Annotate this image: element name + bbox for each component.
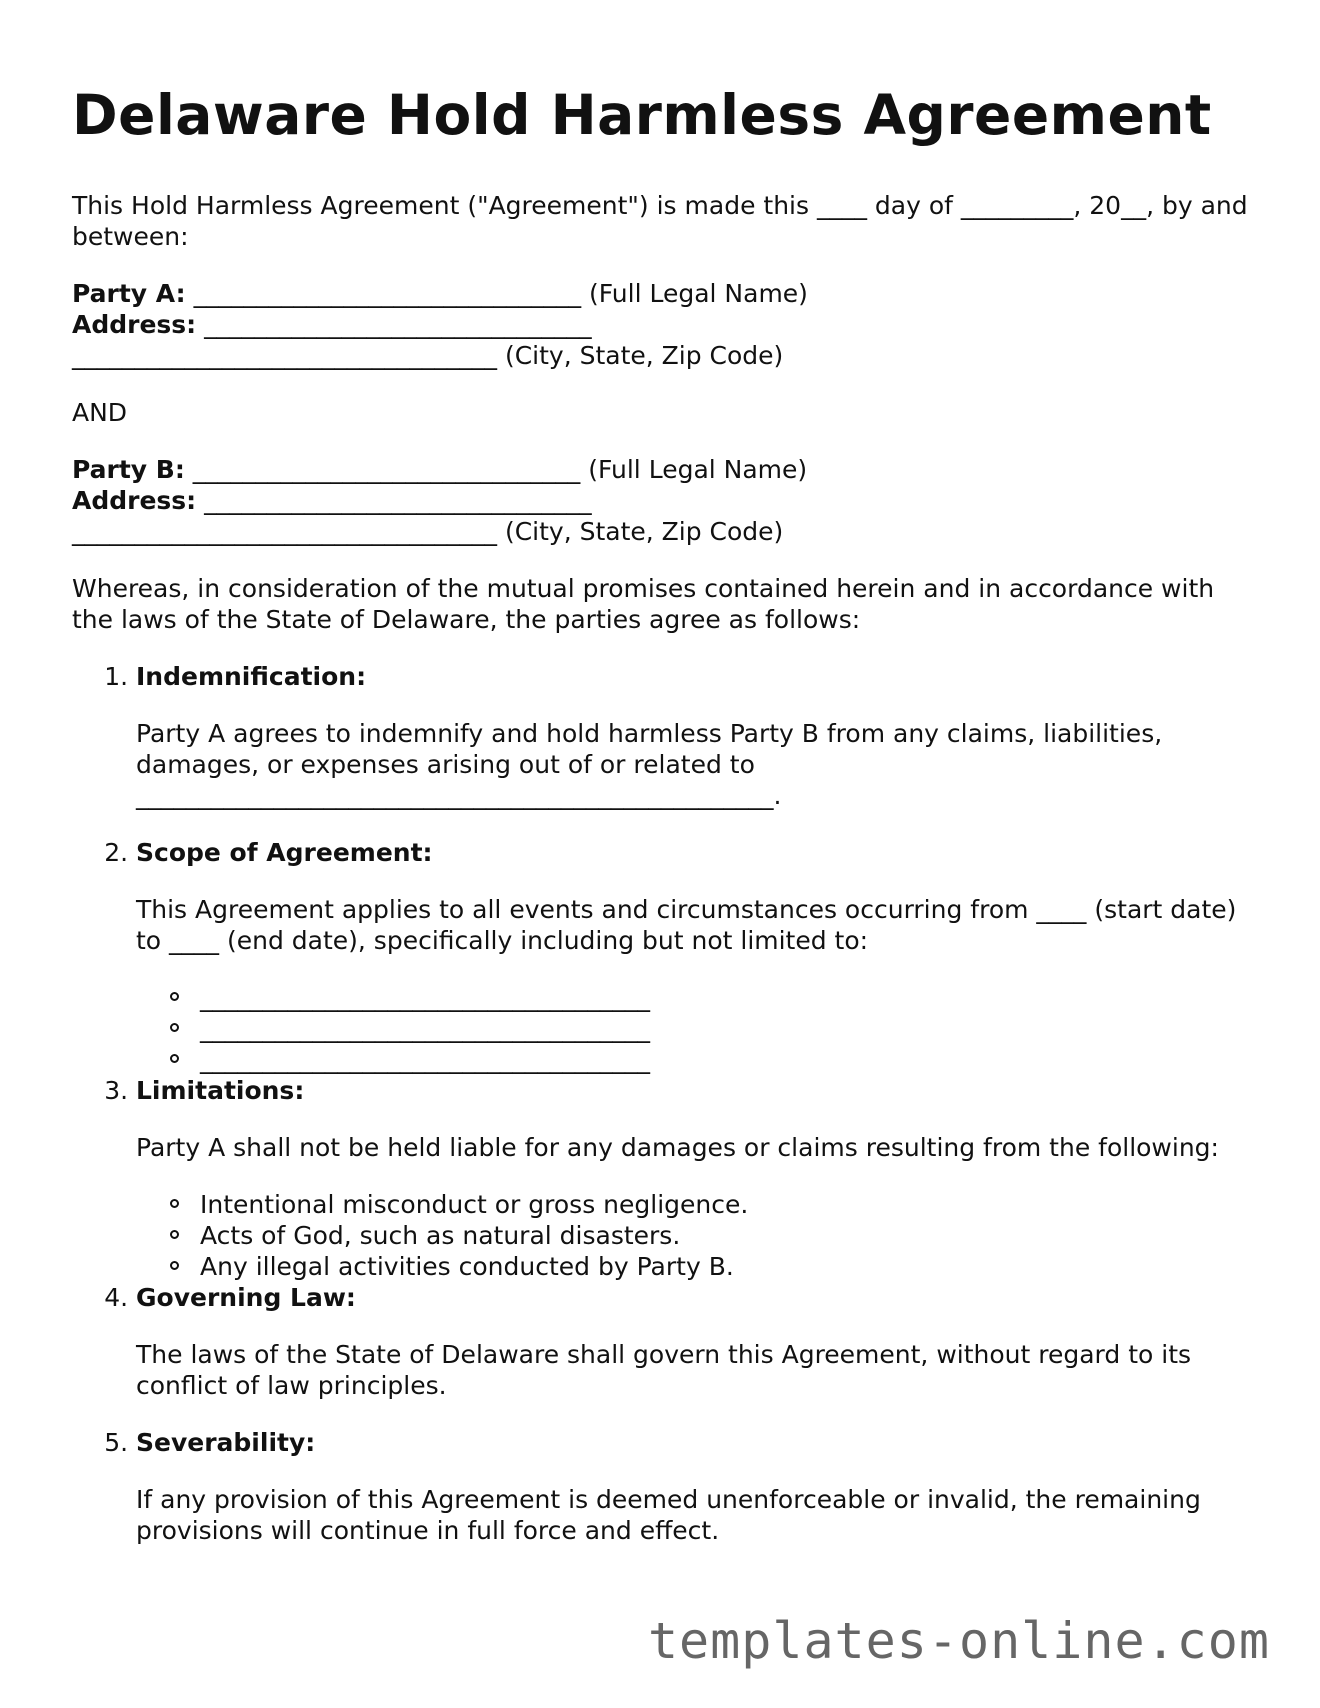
section-title: 1. Indemnification:: [136, 662, 367, 691]
scope-items-list: [136, 982, 1252, 1075]
party-b-address-blank: _______________________________: [196, 486, 592, 515]
intro-paragraph: This Hold Harmless Agreement ("Agreement") is made this ____ day of _________, 20__, by and between:: [72, 191, 1248, 251]
party-a-address-row: [72, 309, 1252, 340]
section-body: Party A agrees to indemnify and hold harmless Party B from any claims, liabilities, damages, or expenses arising out of or related to ___________________________________________________.: [136, 719, 1163, 810]
party-a-name-row: [72, 278, 1252, 309]
party-a-label: Party A:: [72, 279, 186, 308]
party-b-city-row: __________________________________ (City, State, Zip Code): [72, 517, 784, 546]
section-body: This Agreement applies to all events and circumstances occurring from ____ (start date) to ____ (end date), specifically including but not limited to:: [136, 895, 1237, 955]
party-a-address-label: Address:: [72, 310, 197, 339]
party-a-city-row: __________________________________ (City, State, Zip Code): [72, 341, 784, 370]
list-item: ____________________________________: [200, 1044, 1252, 1075]
party-b-name-blank: _______________________________ (Full Legal Name): [184, 455, 808, 484]
section-title: 5. Severability:: [136, 1428, 316, 1457]
list-item: Intentional misconduct or gross negligence.: [200, 1189, 1252, 1220]
party-b-label: Party B:: [72, 455, 185, 484]
section-title: 3. Limitations:: [136, 1076, 305, 1105]
circle-bullet-icon: [170, 1023, 179, 1032]
circle-bullet-icon: [170, 992, 179, 1001]
section-title: 2. Scope of Agreement:: [136, 838, 433, 867]
section-body: Party A shall not be held liable for any damages or claims resulting from the following:: [136, 1133, 1219, 1162]
section-indemnification: [136, 661, 1252, 811]
whereas-paragraph: Whereas, in consideration of the mutual promises contained herein and in accordance with the laws of the State of Delaware, the parties agree as follows:: [72, 574, 1215, 634]
section-title: 4. Governing Law:: [136, 1283, 356, 1312]
section-scope: [136, 837, 1252, 1075]
list-item: ____________________________________: [200, 982, 1252, 1013]
section-body: If any provision of this Agreement is deemed unenforceable or invalid, the remaining provisions will continue in full force and effect.: [136, 1485, 1201, 1545]
party-a-address-blank: _______________________________: [196, 310, 592, 339]
section-limitations: [136, 1075, 1252, 1282]
party-b-name-row: [72, 454, 1252, 485]
list-item: ____________________________________: [200, 1013, 1252, 1044]
party-b-block: [72, 454, 1252, 547]
watermark: templates-online.com: [647, 1612, 1270, 1670]
section-severability: [136, 1427, 1252, 1546]
circle-bullet-icon: [170, 1199, 179, 1208]
section-governing-law: [136, 1282, 1252, 1401]
limitations-items-list: [136, 1189, 1252, 1282]
and-separator: AND: [72, 398, 128, 427]
circle-bullet-icon: [170, 1261, 179, 1270]
party-b-address-label: Address:: [72, 486, 197, 515]
document-title: Delaware Hold Harmless Agreement: [72, 83, 1212, 147]
party-a-name-blank: _______________________________ (Full Legal Name): [185, 279, 808, 308]
document-body: [72, 190, 1252, 1572]
party-a-block: [72, 278, 1252, 371]
sections-list: [72, 661, 1252, 1546]
circle-bullet-icon: [170, 1054, 179, 1063]
party-b-address-row: [72, 485, 1252, 516]
list-item: Acts of God, such as natural disasters.: [200, 1220, 1252, 1251]
circle-bullet-icon: [170, 1230, 179, 1239]
list-item: Any illegal activities conducted by Party B.: [200, 1251, 1252, 1282]
section-body: The laws of the State of Delaware shall govern this Agreement, without regard to its conflict of law principles.: [136, 1340, 1192, 1400]
